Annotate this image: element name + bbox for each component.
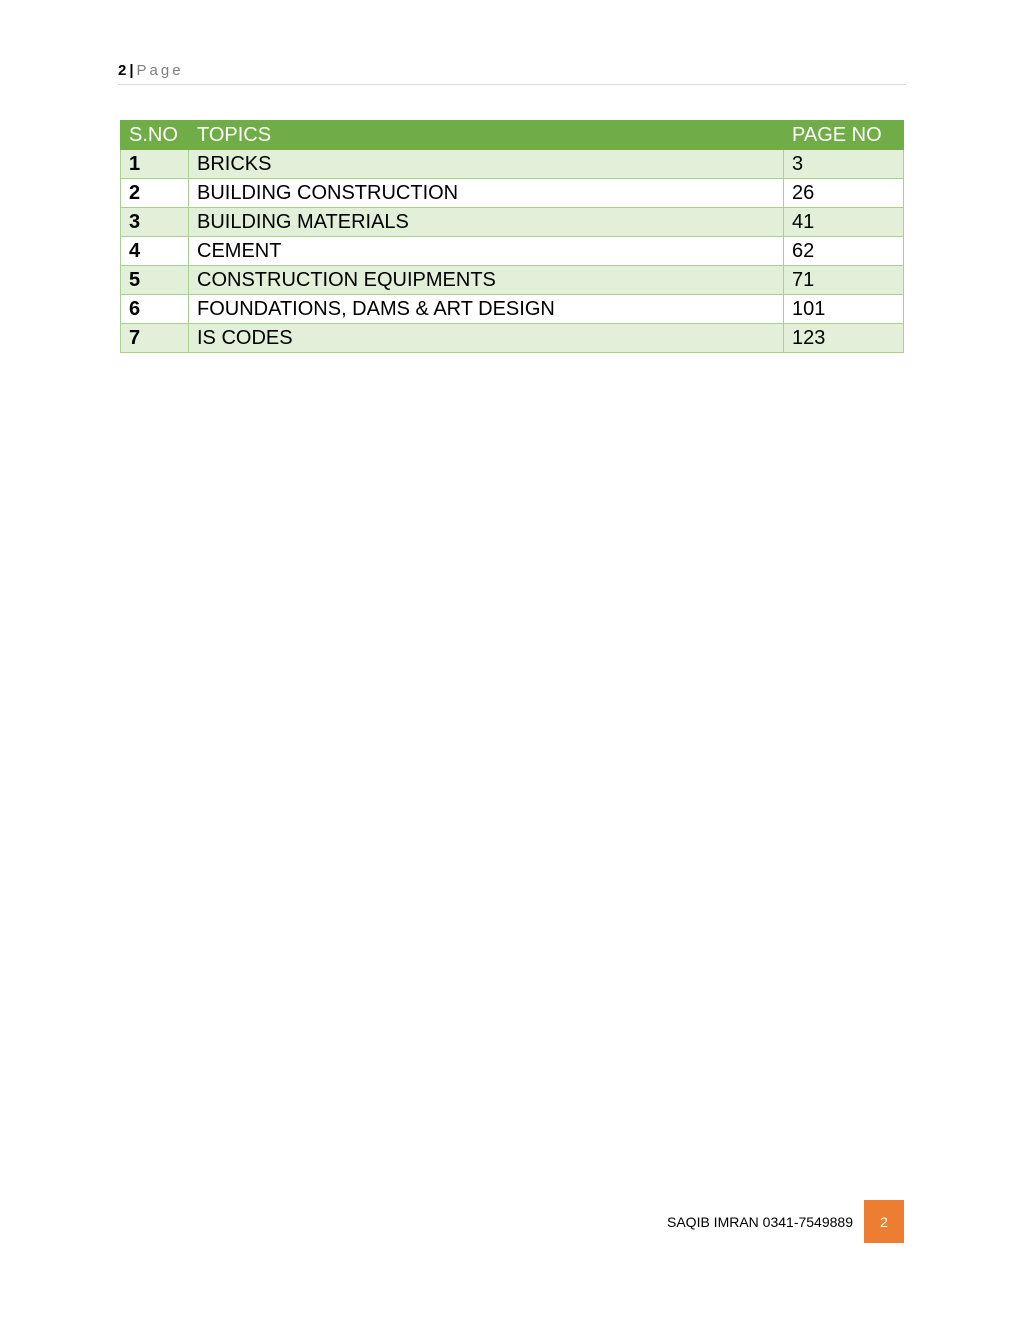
table-row	[121, 150, 904, 179]
row-page: 41	[784, 208, 904, 237]
column-header-topics: TOPICS	[189, 121, 784, 150]
row-topic: FOUNDATIONS, DAMS & ART DESIGN	[189, 295, 784, 324]
row-sno: 5	[121, 266, 189, 295]
row-page: 3	[784, 150, 904, 179]
row-sno: 7	[121, 324, 189, 353]
row-sno: 4	[121, 237, 189, 266]
row-sno: 1	[121, 150, 189, 179]
row-sno: 3	[121, 208, 189, 237]
row-sno: 6	[121, 295, 189, 324]
row-topic: BRICKS	[189, 150, 784, 179]
row-topic: CEMENT	[189, 237, 784, 266]
column-header-sno: S.NO	[121, 121, 189, 150]
row-sno: 2	[121, 179, 189, 208]
header-page-word: Page	[136, 62, 184, 79]
table-row	[121, 208, 904, 237]
table-row	[121, 179, 904, 208]
row-topic: BUILDING MATERIALS	[189, 208, 784, 237]
page-header	[118, 60, 906, 85]
column-header-page-no: PAGE NO	[784, 121, 904, 150]
header-page-number: 2	[118, 62, 127, 79]
row-page: 123	[784, 324, 904, 353]
footer-author: SAQIB IMRAN 0341-7549889	[667, 1213, 853, 1230]
table-of-contents	[120, 120, 904, 353]
table-row	[121, 324, 904, 353]
table-header-row	[121, 121, 904, 150]
page-footer	[667, 1200, 904, 1243]
footer-page-number: 2	[880, 1213, 888, 1230]
row-page: 101	[784, 295, 904, 324]
table-row	[121, 237, 904, 266]
header-separator: |	[129, 62, 134, 79]
row-page: 71	[784, 266, 904, 295]
table-row	[121, 266, 904, 295]
footer-page-number-box	[864, 1200, 904, 1243]
table-row	[121, 295, 904, 324]
row-topic: IS CODES	[189, 324, 784, 353]
row-page: 26	[784, 179, 904, 208]
row-topic: CONSTRUCTION EQUIPMENTS	[189, 266, 784, 295]
row-page: 62	[784, 237, 904, 266]
row-topic: BUILDING CONSTRUCTION	[189, 179, 784, 208]
